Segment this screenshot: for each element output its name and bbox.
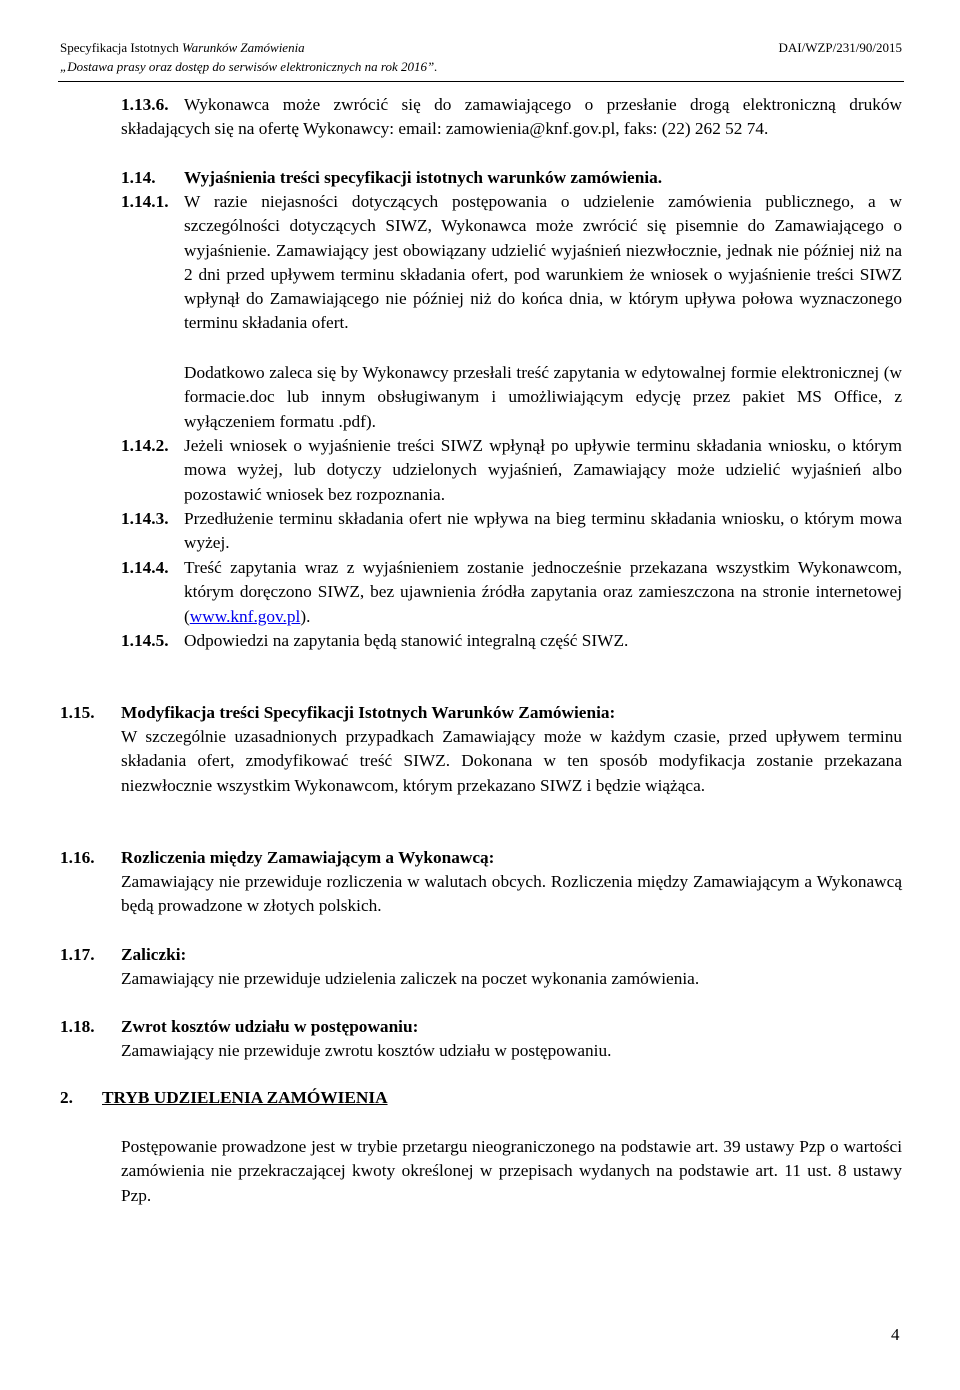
section-1-16-title: Rozliczenia między Zamawiającym a Wykonawcą: bbox=[121, 848, 495, 867]
section-1-14-1-text: W razie niejasności dotyczących postępowania o udzielenie zamówienia publicznego, a w szczególności dotyczących SIWZ, Wykonawca może zwrócić się pisemnie do Zamawiającego o wyjaśnienie. Zamawiający jest obowiązany udzielić wyjaśnień niezwłocznie, jednak nie później niż na 2 dni przed upływem terminu składania ofert, pod warunkiem że wniosek o wyjaśnienie treści SIWZ wpłynął do Zamawiającego nie później niż do końca dnia, w którym upływa połowa wyznaczonego terminu składania ofert. bbox=[184, 192, 902, 333]
section-1-14-5-text: Odpowiedzi na zapytania będą stanowić integralną część SIWZ. bbox=[184, 631, 629, 650]
section-number-1-14-2: 1.14.2. bbox=[121, 436, 169, 455]
section-1-16-text: Zamawiający nie przewiduje rozliczenia w walutach obcych. Rozliczenia między Zamawiającym a Wykonawcą będą prowadzone w złotych polskich. bbox=[121, 872, 902, 916]
section-number-1-18: 1.18. bbox=[60, 1017, 95, 1036]
header-reference-number: DAI/WZP/231/90/2015 bbox=[778, 40, 902, 55]
page-number: 4 bbox=[891, 1325, 900, 1344]
section-number-1-14-4: 1.14.4. bbox=[121, 558, 169, 577]
section-number-1-15: 1.15. bbox=[60, 703, 95, 722]
section-number-1-16: 1.16. bbox=[60, 848, 95, 867]
page-header bbox=[60, 38, 902, 76]
knf-website-link[interactable]: www.knf.gov.pl bbox=[189, 606, 301, 626]
section-1-15-title: Modyfikacja treści Specyfikacji Istotnych Warunków Zamówienia: bbox=[121, 703, 616, 722]
section-number-1-14-5: 1.14.5. bbox=[121, 631, 169, 650]
section-1-18-text: Zamawiający nie przewiduje zwrotu kosztów udziału w postępowaniu. bbox=[121, 1041, 612, 1060]
section-1-15-text: W szczególnie uzasadnionych przypadkach Zamawiający może w każdym czasie, przed upływem terminu składania ofert, zmodyfikować treść SIWZ. Dokonana w ten sposób modyfikacja zostanie przekazana niezwłocznie wszystkim Wykonawcom, którym przekazano SIWZ i będzie wiążąca. bbox=[121, 727, 902, 795]
section-2-text: Postępowanie prowadzone jest w trybie przetargu nieograniczonego na podstawie art. 39 ustawy Pzp o wartości zamówienia nie przekraczającej kwoty określonej w przepisach wydanych na podstawie art. 11 ust. 8 ustawy Pzp. bbox=[121, 1137, 902, 1205]
section-1-17-title: Zaliczki: bbox=[121, 945, 187, 964]
section-1-13-6-text: Wykonawca może zwrócić się do zamawiającego o przesłanie drogą elektroniczną druków składających się na ofertę Wykonawcy: email: zamowienia@knf.gov.pl, faks: (22) 262 52 74. bbox=[121, 95, 902, 139]
header-divider bbox=[58, 81, 904, 82]
section-1-14-3-text: Przedłużenie terminu składania ofert nie wpływa na bieg terminu składania wniosku, o którym mowa wyżej. bbox=[184, 509, 902, 553]
section-number-1-13-6: 1.13.6. bbox=[121, 95, 169, 114]
section-number-1-14-1: 1.14.1. bbox=[121, 192, 169, 211]
section-2-title: TRYB UDZIELENIA ZAMÓWIENIA bbox=[102, 1088, 388, 1107]
header-subtitle: „Dostawa prasy oraz dostęp do serwisów elektronicznych na rok 2016”. bbox=[60, 59, 438, 74]
section-number-1-17: 1.17. bbox=[60, 945, 95, 964]
section-1-14-title: Wyjaśnienia treści specyfikacji istotnych warunków zamówienia. bbox=[184, 168, 663, 187]
section-number-1-14: 1.14. bbox=[121, 168, 156, 187]
header-document-title: Specyfikacja Istotnych Warunków Zamówienia bbox=[60, 40, 305, 55]
section-1-14-4-text: Treść zapytania wraz z wyjaśnieniem zostanie jednocześnie przekazana wszystkim Wykonawcom, którym doręczono SIWZ, bez ujawnienia źródła zapytania oraz zamieszczona na stronie internetowej (www.knf.gov.pl). bbox=[184, 558, 902, 626]
section-1-14-2-text: Jeżeli wniosek o wyjaśnienie treści SIWZ wpłynął po upływie terminu składania wniosku, o którym mowa wyżej, lub dotyczy udzielonych wyjaśnień, Zamawiający może udzielić wyjaśnień albo pozostawić wniosek bez rozpoznania. bbox=[184, 436, 902, 504]
section-number-1-14-3: 1.14.3. bbox=[121, 509, 169, 528]
section-1-14-1-text-2: Dodatkowo zaleca się by Wykonawcy przesłali treść zapytania w edytowalnej formie elektronicznej (w formacie.doc lub innym obsługiwanym i umożliwiającym edycję przez pakiet MS Office, z wyłączeniem formatu .pdf). bbox=[184, 363, 902, 431]
section-1-18-title: Zwrot kosztów udziału w postępowaniu: bbox=[121, 1017, 419, 1036]
section-number-2: 2. bbox=[60, 1088, 73, 1107]
section-1-17-text: Zamawiający nie przewiduje udzielenia zaliczek na poczet wykonania zamówienia. bbox=[121, 969, 700, 988]
